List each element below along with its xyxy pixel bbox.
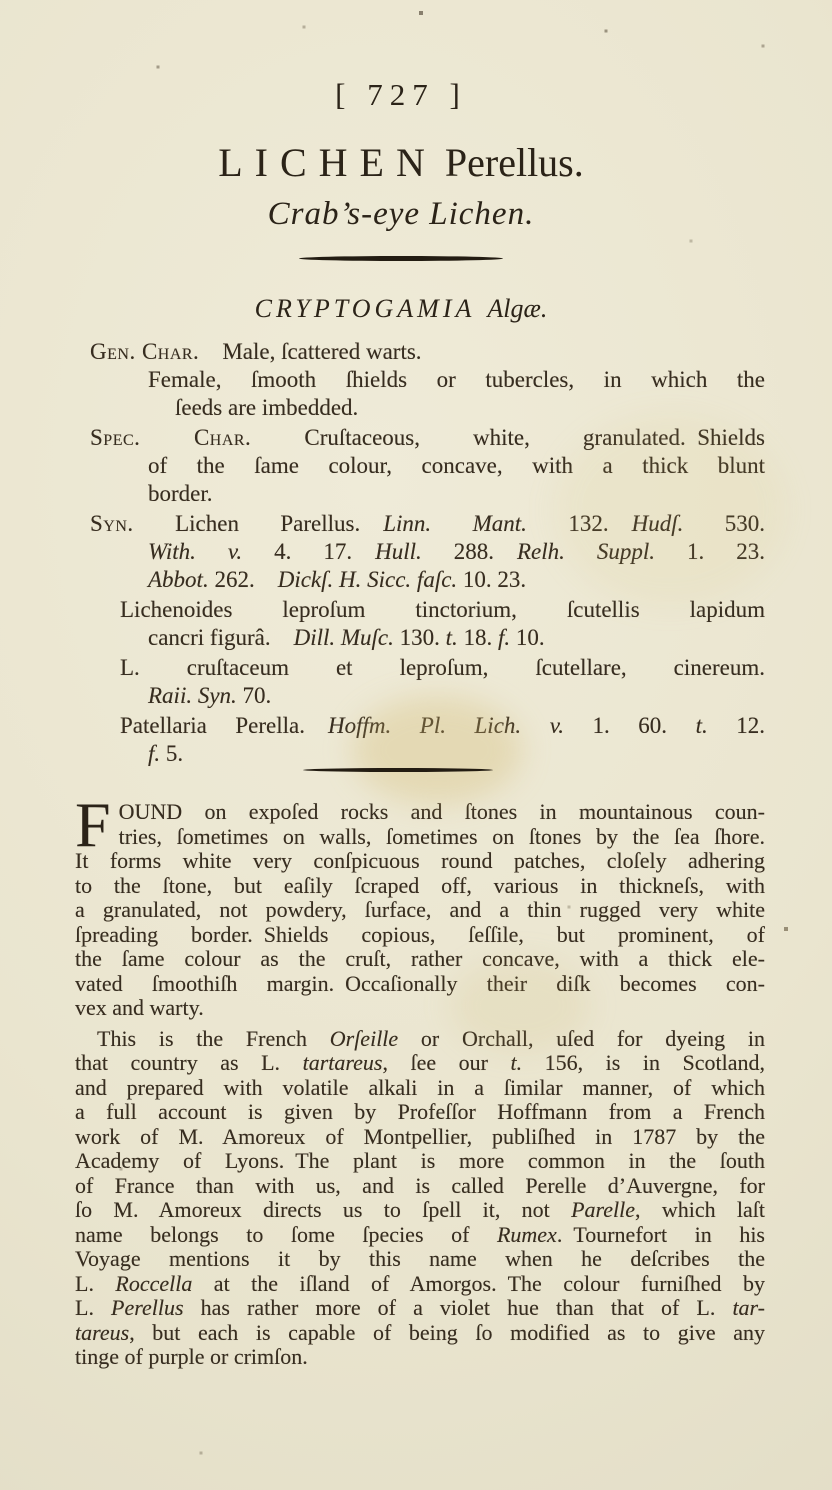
text-segment: name belongs to ſome ſpecies of (75, 1221, 497, 1247)
italic-citation-text: Dill. Muſc. (293, 625, 394, 650)
text-line (75, 800, 765, 825)
text-line (75, 1345, 765, 1370)
text-segment: cancri figurâ. (148, 625, 294, 650)
italic-citation-text: Parelle (571, 1197, 636, 1222)
text-line (75, 1125, 765, 1150)
text-line (75, 1223, 765, 1248)
italic-citation-text: t. (445, 625, 458, 650)
text-line (75, 996, 765, 1021)
text-segment: . Tournefort in his (556, 1221, 765, 1247)
text-line (75, 1174, 765, 1199)
italic-citation-text: Hoffm. Pl. Lich. v. (328, 713, 564, 738)
italic-citation-text: Linn. Mant. (383, 511, 527, 536)
text-segment: 10. 23. (457, 567, 527, 592)
italic-citation-text: f. (498, 625, 511, 650)
text-segment: a granulated, not powdery, ſurface, and a thin rugged very white (75, 897, 765, 922)
text-segment: that country as L. (75, 1050, 303, 1075)
text-line (75, 1198, 765, 1223)
text-line (148, 480, 765, 508)
text-segment: vated ſmoothiſh margin. Occaſionally their diſk becomes con- (75, 970, 765, 996)
text-segment: , which laſt (635, 1197, 765, 1222)
text-line (75, 972, 765, 997)
ornamental-rule (303, 768, 493, 772)
text-line (148, 366, 765, 394)
text-segment: Academy of Lyons. The plant is more common in the ſouth (75, 1148, 765, 1173)
page-number: [ 727 ] (335, 77, 467, 112)
classification-heading (0, 293, 817, 325)
ornamental-rule (299, 256, 503, 261)
text-segment: 156, is in Scotland, (522, 1050, 766, 1075)
italic-citation-text: tareus (75, 1319, 130, 1345)
text-segment: Voyage mentions it by this name when he deſcribes the (75, 1246, 765, 1271)
italic-citation-text: Rumex (496, 1221, 557, 1247)
text-segment: 262. (208, 567, 278, 592)
text-segment: L. (75, 1295, 112, 1320)
text-segment: 1. 23. (655, 539, 765, 564)
common-name: Crab’s-eye Lichen. (267, 196, 535, 232)
text-segment: ſpreading border. Shields copious, ſeſſile, but prominent, of (75, 921, 765, 947)
text-segment: 4. 17. (242, 539, 376, 564)
text-segment: vex and warty. (75, 995, 204, 1020)
italic-citation-text: Hudſ. (631, 511, 684, 536)
italic-citation-text: tartareus (302, 1050, 383, 1075)
text-line (75, 1076, 765, 1101)
text-line (120, 596, 765, 624)
text-line (148, 538, 765, 566)
text-line (75, 947, 765, 972)
smallcaps-label: Syn. (90, 511, 134, 536)
text-line (148, 740, 765, 768)
text-segment: 132. (526, 511, 632, 536)
synopsis-block (90, 338, 765, 768)
text-segment: tinge of purple or crimſon. (75, 1344, 308, 1369)
text-segment: tries, ſometimes on walls, ſometimes on ſtones by the ſea ſhore. (118, 823, 765, 849)
text-segment: 12. (707, 713, 766, 738)
text-segment: has rather more of a violet hue than that of L. (183, 1295, 733, 1320)
text-segment: and prepared with volatile alkali in a ſimilar manner, of which (75, 1074, 765, 1100)
text-segment: to the ſtone, but eaſily ſcraped off, various in thickneſs, with (75, 872, 765, 898)
text-line (148, 452, 765, 480)
text-segment: of France than with us, and is called Perelle d’Auvergne, for (75, 1172, 765, 1198)
genus-name: LICHEN (218, 140, 437, 185)
text-line (120, 654, 765, 682)
text-line (75, 1149, 765, 1174)
italic-citation-text: Roccella (115, 1270, 193, 1296)
text-line (148, 566, 765, 594)
species-name: Perellus. (444, 140, 584, 185)
text-segment: Cruſtaceous, white, granulated. Shields (251, 425, 765, 450)
text-segment: Male, ſcattered warts. (199, 339, 422, 364)
text-segment: L. (75, 1270, 116, 1296)
paragraph (75, 1027, 765, 1370)
text-segment: the ſame colour as the cruſt, rather concave, with a thick ele- (75, 946, 765, 971)
text-line (75, 1100, 765, 1125)
text-segment: ſeeds are imbedded. (175, 395, 359, 420)
smallcaps-label: Spec. Char. (90, 425, 252, 450)
page-header (0, 0, 817, 325)
text-segment: , ſee our (382, 1050, 511, 1075)
text-segment: This is the French (97, 1025, 330, 1051)
text-line (75, 1247, 765, 1272)
text-segment: 288. (421, 539, 517, 564)
drop-cap: F (75, 789, 111, 860)
text-segment: a full account is given by Profeſſor Hoffmann from a French (75, 1099, 765, 1124)
text-line (75, 1027, 765, 1052)
italic-citation-text: tar- (732, 1295, 765, 1320)
text-segment: OUND on expoſed rocks and ſtones in mountainous coun- (118, 799, 765, 824)
italic-citation-text: t. (510, 1050, 523, 1075)
text-line (148, 624, 765, 652)
text-segment: , but each is capable of being ſo modified as to give any (129, 1319, 765, 1345)
text-segment: 130. (393, 625, 446, 650)
text-segment: 5. (160, 741, 184, 766)
text-segment: ſo M. Amoreux directs us to ſpell it, not (75, 1197, 572, 1222)
text-line (75, 1272, 765, 1297)
text-line (90, 424, 765, 452)
text-segment: work of M. Amoreux of Montpellier, publiſhed in 1787 by the (75, 1123, 765, 1149)
text-segment: Patellaria Perella. (120, 713, 328, 738)
italic-citation-text: Raii. Syn. (148, 683, 237, 708)
text-segment: It forms white very conſpicuous round patches, cloſely adhering (75, 848, 765, 873)
text-segment: 530. (683, 511, 766, 536)
body-text (75, 789, 766, 1370)
text-segment: 18. (457, 625, 499, 650)
text-segment: border. (148, 481, 213, 506)
class-tribe: Algæ. (487, 294, 548, 323)
italic-citation-text: Hull. (375, 539, 422, 564)
text-line (75, 1296, 765, 1321)
text-segment: Lichenoides leproſum tinctorium, ſcutellis lapidum (120, 597, 765, 622)
text-segment: at the iſland of Amorgos. The colour furniſhed by (192, 1270, 765, 1296)
text-segment: of the ſame colour, concave, with a thick blunt (148, 453, 765, 478)
text-line (75, 874, 765, 899)
italic-citation-text: t. (695, 713, 708, 738)
smallcaps-label: Gen. Char. (90, 339, 200, 364)
text-segment: 10. (510, 625, 545, 650)
italic-citation-text: Abbot. (148, 567, 209, 592)
text-line (175, 394, 765, 422)
text-segment: or Orchall, uſed for dyeing in (398, 1025, 765, 1051)
class-order: CRYPTOGAMIA (254, 294, 476, 323)
text-line (75, 825, 765, 850)
text-line (75, 1051, 765, 1076)
text-line (75, 923, 765, 948)
italic-citation-text: Orſeille (329, 1025, 399, 1051)
italic-citation-text: Perellus (111, 1295, 184, 1320)
text-line (90, 510, 765, 538)
paragraph (75, 789, 765, 1021)
text-segment: L. cruſtaceum et leproſum, ſcutellare, cinereum. (120, 655, 765, 680)
text-line (75, 1321, 765, 1346)
italic-citation-text: Relh. Suppl. (517, 539, 656, 564)
text-segment: 70. (236, 683, 272, 708)
text-line (148, 682, 765, 710)
text-segment: Female, ſmooth ſhields or tubercles, in which the (148, 367, 765, 392)
text-line (90, 338, 765, 366)
text-line (120, 712, 765, 740)
text-segment: 1. 60. (563, 713, 696, 738)
text-line (75, 898, 765, 923)
page-title (0, 140, 817, 186)
italic-citation-text: f. (148, 741, 161, 766)
text-segment: Lichen Parellus. (133, 511, 384, 536)
italic-citation-text: With. v. (148, 539, 243, 564)
italic-citation-text: Dickſ. H. Sicc. faſc. (277, 567, 458, 592)
text-line (75, 849, 765, 874)
